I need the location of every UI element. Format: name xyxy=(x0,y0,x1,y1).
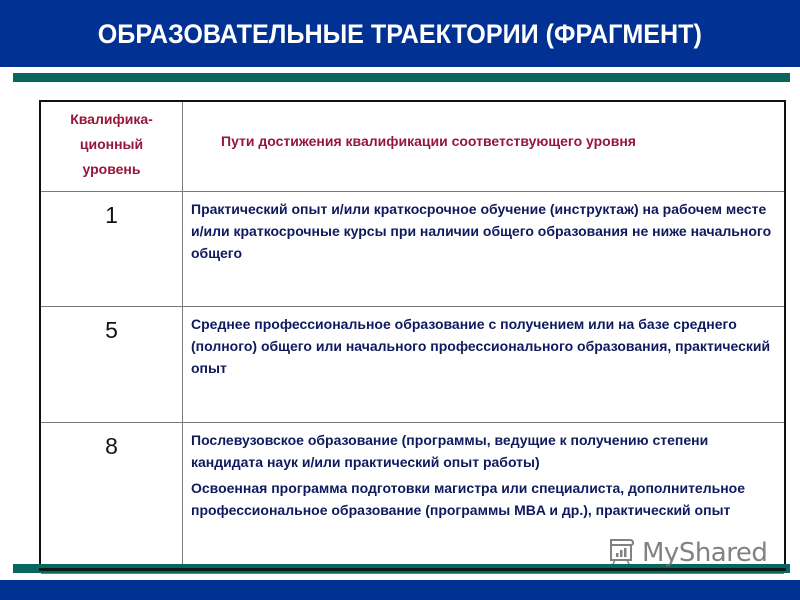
header-cell-paths xyxy=(183,102,785,191)
description-text: Послевузовское образование (программы, ведущие к получению степени кандидата наук и/или практический опыт работы) xyxy=(191,431,709,470)
header-level-line3: уровень xyxy=(82,161,141,177)
slide-title: ОБРАЗОВАТЕЛЬНЫЕ ТРАЕКТОРИИ (ФРАГМЕНТ) xyxy=(97,19,703,49)
level-cell xyxy=(41,306,183,422)
footer-bar xyxy=(0,580,800,600)
level-cell xyxy=(41,191,183,306)
header-cell-level xyxy=(41,102,183,191)
description-text: Освоенная программа подготовки магистра или специалиста, дополнительное профессиональное образование (программы MBA и др.), практический опыт xyxy=(191,479,746,518)
level-cell xyxy=(41,422,183,573)
level-value: 8 xyxy=(105,432,118,459)
table-row xyxy=(41,306,784,422)
level-value: 1 xyxy=(105,201,118,228)
trajectories-table xyxy=(39,100,786,571)
top-accent-bar xyxy=(13,73,790,82)
header-level-line1: Квалифика- xyxy=(70,111,153,127)
table-header-row xyxy=(41,102,784,191)
header-level-line2: ционный xyxy=(79,136,144,152)
title-bar xyxy=(0,0,800,67)
description-text: Практический опыт и/или краткосрочное обучение (инструктаж) на рабочем месте и/или краткосрочные курсы при наличии общего образования не ниже начального общего xyxy=(191,200,772,261)
presentation-chart-icon xyxy=(606,536,636,571)
watermark xyxy=(606,535,767,571)
level-value: 5 xyxy=(105,316,118,343)
watermark-text: MyShared xyxy=(642,538,768,568)
header-paths-text: Пути достижения квалификации соответствующего уровня xyxy=(221,133,636,149)
description-text: Среднее профессиональное образование с получением или на базе среднего (полного) общего или начального профессионального образования, практический опыт xyxy=(191,315,771,376)
description-cell xyxy=(183,306,785,422)
table-row xyxy=(41,191,784,306)
description-cell xyxy=(183,191,785,306)
